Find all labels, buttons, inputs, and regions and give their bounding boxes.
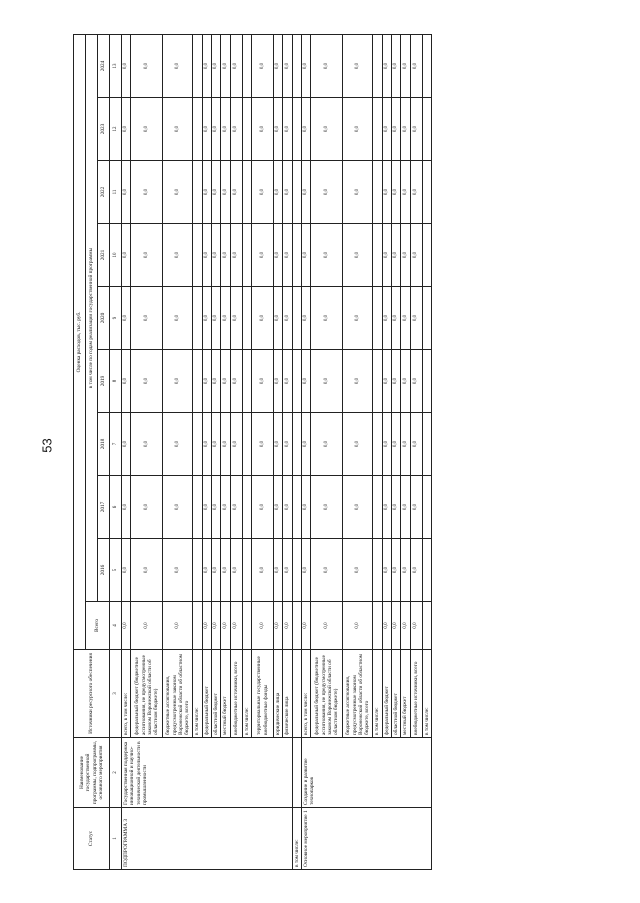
header-status: Статус <box>74 808 110 870</box>
row-source: федеральный бюджет (бюджетные ассигнования, не предусмотренные законом Воронежской области об областном бюджете) <box>131 650 163 738</box>
value-cell: 0,0 <box>202 161 211 224</box>
value-cell: 0,0 <box>343 413 373 476</box>
value-cell: 0,0 <box>202 224 211 287</box>
value-cell: 0,0 <box>410 287 422 350</box>
value-cell: 0,0 <box>221 287 230 350</box>
value-cell: 0,0 <box>202 413 211 476</box>
value-cell: 0,0 <box>401 287 410 350</box>
value-cell: 0,0 <box>230 602 242 650</box>
page-number: 53 <box>39 438 55 453</box>
value-cell: 0,0 <box>302 350 311 413</box>
value-cell: 0,0 <box>252 602 274 650</box>
value-cell: 0,0 <box>252 224 274 287</box>
value-cell: 0,0 <box>252 35 274 98</box>
value-cell: 0,0 <box>382 98 391 161</box>
value-cell: 0,0 <box>230 224 242 287</box>
column-number: 1 <box>110 808 122 870</box>
row-source: всего, в том числе: <box>122 650 131 738</box>
value-cell: 0,0 <box>122 224 131 287</box>
value-cell <box>193 476 202 539</box>
value-cell: 0,0 <box>221 98 230 161</box>
value-cell: 0,0 <box>230 161 242 224</box>
value-cell: 0,0 <box>382 350 391 413</box>
column-number: 12 <box>110 98 122 161</box>
value-cell <box>373 413 382 476</box>
column-number: 10 <box>110 224 122 287</box>
value-cell <box>242 287 251 350</box>
budget-table <box>73 34 432 870</box>
value-cell: 0,0 <box>202 602 211 650</box>
value-cell: 0,0 <box>230 35 242 98</box>
row-source: территориальные государственные внебюджетные фонды <box>252 650 274 738</box>
value-cell <box>193 287 202 350</box>
value-cell: 0,0 <box>131 161 163 224</box>
value-cell: 0,0 <box>302 287 311 350</box>
value-cell: 0,0 <box>274 287 283 350</box>
value-cell: 0,0 <box>131 476 163 539</box>
value-cell: 0,0 <box>212 35 221 98</box>
value-cell: 0,0 <box>401 602 410 650</box>
value-cell: 0,0 <box>410 602 422 650</box>
value-cell: 0,0 <box>212 98 221 161</box>
value-cell <box>242 161 251 224</box>
row-source: в том числе: <box>373 650 382 738</box>
empty-cell <box>292 650 301 738</box>
header-year: 2016 <box>98 539 110 602</box>
value-cell: 0,0 <box>122 476 131 539</box>
value-cell: 0,0 <box>122 161 131 224</box>
value-cell <box>193 224 202 287</box>
header-year: 2022 <box>98 161 110 224</box>
value-cell: 0,0 <box>122 539 131 602</box>
value-cell: 0,0 <box>252 287 274 350</box>
value-cell: 0,0 <box>274 476 283 539</box>
value-cell <box>422 98 431 161</box>
value-cell: 0,0 <box>122 350 131 413</box>
column-number: 6 <box>110 476 122 539</box>
value-cell: 0,0 <box>131 98 163 161</box>
value-cell: 0,0 <box>311 476 343 539</box>
value-cell: 0,0 <box>221 602 230 650</box>
row-source: местный бюджет <box>221 650 230 738</box>
table-row <box>292 35 301 870</box>
value-cell: 0,0 <box>283 350 292 413</box>
header-year: 2018 <box>98 413 110 476</box>
header-year: 2020 <box>98 287 110 350</box>
value-cell: 0,0 <box>283 35 292 98</box>
value-cell: 0,0 <box>302 98 311 161</box>
value-cell: 0,0 <box>302 539 311 602</box>
value-cell: 0,0 <box>274 350 283 413</box>
value-cell: 0,0 <box>212 413 221 476</box>
header-year: 2017 <box>98 476 110 539</box>
value-cell: 0,0 <box>392 287 401 350</box>
value-cell <box>422 35 431 98</box>
value-cell <box>373 539 382 602</box>
value-cell: 0,0 <box>401 539 410 602</box>
value-cell: 0,0 <box>131 224 163 287</box>
value-cell: 0,0 <box>343 476 373 539</box>
value-cell <box>373 161 382 224</box>
value-cell: 0,0 <box>202 35 211 98</box>
value-cell: 0,0 <box>311 539 343 602</box>
value-cell: 0,0 <box>382 476 391 539</box>
row-source: федеральный бюджет <box>202 650 211 738</box>
row-source: в том числе: <box>193 650 202 738</box>
value-cell: 0,0 <box>401 476 410 539</box>
row-source: внебюджетные источники, всего <box>410 650 422 738</box>
value-cell: 0,0 <box>252 539 274 602</box>
value-cell <box>422 602 431 650</box>
table-row <box>122 35 131 870</box>
value-cell: 0,0 <box>392 224 401 287</box>
value-cell: 0,0 <box>274 35 283 98</box>
value-cell: 0,0 <box>401 98 410 161</box>
value-cell: 0,0 <box>221 224 230 287</box>
value-cell: 0,0 <box>252 161 274 224</box>
value-cell <box>422 539 431 602</box>
value-cell: 0,0 <box>302 224 311 287</box>
row-source: всего, в том числе: <box>302 650 311 738</box>
value-cell: 0,0 <box>283 602 292 650</box>
value-cell <box>242 350 251 413</box>
table-row <box>302 35 311 870</box>
value-cell <box>373 287 382 350</box>
row-source: федеральный бюджет (бюджетные ассигнования, не предусмотренные законом Воронежской области об областном бюджете) <box>311 650 343 738</box>
value-cell: 0,0 <box>343 98 373 161</box>
table-body <box>122 35 432 870</box>
value-cell: 0,0 <box>131 413 163 476</box>
value-cell <box>422 350 431 413</box>
value-cell: 0,0 <box>382 35 391 98</box>
value-cell: 0,0 <box>163 161 193 224</box>
value-cell: 0,0 <box>410 224 422 287</box>
row-status: Основное мероприятие 1 <box>302 808 432 870</box>
empty-cell <box>292 602 301 650</box>
value-cell: 0,0 <box>343 287 373 350</box>
value-cell: 0,0 <box>122 287 131 350</box>
value-cell: 0,0 <box>410 413 422 476</box>
value-cell: 0,0 <box>131 287 163 350</box>
value-cell: 0,0 <box>221 161 230 224</box>
value-cell: 0,0 <box>230 287 242 350</box>
row-source: бюджетные ассигнования, предусмотренные законом Воронежской области об областном бюджете, всего <box>163 650 193 738</box>
empty-cell <box>292 413 301 476</box>
empty-cell <box>292 287 301 350</box>
value-cell: 0,0 <box>401 35 410 98</box>
value-cell: 0,0 <box>221 539 230 602</box>
row-source: федеральный бюджет <box>382 650 391 738</box>
value-cell: 0,0 <box>122 98 131 161</box>
column-number: 4 <box>110 602 122 650</box>
value-cell: 0,0 <box>410 539 422 602</box>
value-cell: 0,0 <box>163 224 193 287</box>
row-name: Государственная поддержка инновационной и научно-технической деятельности в промышленности <box>122 738 293 808</box>
value-cell: 0,0 <box>343 602 373 650</box>
value-cell: 0,0 <box>283 161 292 224</box>
value-cell <box>373 98 382 161</box>
value-cell: 0,0 <box>163 35 193 98</box>
row-source: юридические лица <box>274 650 283 738</box>
empty-cell <box>292 161 301 224</box>
value-cell: 0,0 <box>343 539 373 602</box>
value-cell: 0,0 <box>311 224 343 287</box>
value-cell: 0,0 <box>163 539 193 602</box>
column-number: 7 <box>110 413 122 476</box>
in-that-number-label: в том числе: <box>292 808 301 870</box>
value-cell: 0,0 <box>410 35 422 98</box>
value-cell: 0,0 <box>252 476 274 539</box>
value-cell: 0,0 <box>163 98 193 161</box>
value-cell: 0,0 <box>163 350 193 413</box>
row-source: местный бюджет <box>401 650 410 738</box>
value-cell: 0,0 <box>122 413 131 476</box>
header-source: Источники ресурсного обеспечения <box>74 650 110 738</box>
value-cell: 0,0 <box>252 350 274 413</box>
value-cell: 0,0 <box>274 161 283 224</box>
value-cell: 0,0 <box>212 287 221 350</box>
value-cell: 0,0 <box>401 413 410 476</box>
value-cell: 0,0 <box>302 602 311 650</box>
column-number: 8 <box>110 350 122 413</box>
value-cell: 0,0 <box>410 476 422 539</box>
value-cell: 0,0 <box>131 350 163 413</box>
value-cell: 0,0 <box>311 602 343 650</box>
value-cell <box>193 602 202 650</box>
value-cell: 0,0 <box>274 413 283 476</box>
value-cell: 0,0 <box>382 161 391 224</box>
column-number: 5 <box>110 539 122 602</box>
value-cell: 0,0 <box>392 98 401 161</box>
value-cell: 0,0 <box>131 539 163 602</box>
value-cell: 0,0 <box>311 35 343 98</box>
empty-cell <box>292 224 301 287</box>
value-cell: 0,0 <box>343 350 373 413</box>
value-cell: 0,0 <box>311 287 343 350</box>
value-cell: 0,0 <box>274 98 283 161</box>
value-cell <box>422 413 431 476</box>
empty-cell <box>292 35 301 98</box>
value-cell: 0,0 <box>212 350 221 413</box>
column-number: 2 <box>110 738 122 808</box>
value-cell: 0,0 <box>131 35 163 98</box>
value-cell <box>242 413 251 476</box>
value-cell <box>193 161 202 224</box>
table-header <box>74 35 122 870</box>
value-cell: 0,0 <box>311 350 343 413</box>
empty-cell <box>292 476 301 539</box>
header-year: 2023 <box>98 98 110 161</box>
value-cell: 0,0 <box>212 539 221 602</box>
value-cell <box>373 476 382 539</box>
value-cell: 0,0 <box>163 602 193 650</box>
value-cell <box>242 98 251 161</box>
value-cell: 0,0 <box>274 224 283 287</box>
column-number: 13 <box>110 35 122 98</box>
value-cell <box>373 224 382 287</box>
header-year: 2021 <box>98 224 110 287</box>
value-cell: 0,0 <box>274 602 283 650</box>
header-total: Всего <box>86 602 110 650</box>
value-cell: 0,0 <box>252 413 274 476</box>
value-cell: 0,0 <box>131 602 163 650</box>
value-cell: 0,0 <box>202 350 211 413</box>
value-cell <box>193 35 202 98</box>
value-cell <box>422 224 431 287</box>
value-cell: 0,0 <box>410 161 422 224</box>
value-cell: 0,0 <box>202 287 211 350</box>
value-cell: 0,0 <box>302 476 311 539</box>
header-year: 2019 <box>98 350 110 413</box>
value-cell: 0,0 <box>392 413 401 476</box>
value-cell: 0,0 <box>283 287 292 350</box>
value-cell: 0,0 <box>392 161 401 224</box>
value-cell: 0,0 <box>221 35 230 98</box>
header-estimate: Оценка расходов, тыс. руб. <box>74 35 86 650</box>
value-cell: 0,0 <box>392 476 401 539</box>
value-cell: 0,0 <box>392 350 401 413</box>
header-in-years: в том числе по годам реализации государственной программы <box>86 35 98 602</box>
value-cell: 0,0 <box>343 224 373 287</box>
empty-cell <box>292 738 301 808</box>
value-cell: 0,0 <box>392 539 401 602</box>
value-cell: 0,0 <box>212 161 221 224</box>
value-cell: 0,0 <box>212 224 221 287</box>
value-cell: 0,0 <box>283 413 292 476</box>
value-cell: 0,0 <box>283 476 292 539</box>
value-cell: 0,0 <box>302 413 311 476</box>
value-cell: 0,0 <box>230 350 242 413</box>
value-cell <box>422 287 431 350</box>
value-cell: 0,0 <box>230 476 242 539</box>
row-source: в том числе: <box>422 650 431 738</box>
value-cell: 0,0 <box>382 413 391 476</box>
value-cell: 0,0 <box>230 539 242 602</box>
value-cell: 0,0 <box>274 539 283 602</box>
value-cell <box>373 350 382 413</box>
empty-cell <box>292 539 301 602</box>
value-cell: 0,0 <box>302 35 311 98</box>
value-cell: 0,0 <box>230 98 242 161</box>
column-number: 9 <box>110 287 122 350</box>
value-cell <box>422 476 431 539</box>
value-cell: 0,0 <box>302 161 311 224</box>
value-cell: 0,0 <box>283 539 292 602</box>
value-cell: 0,0 <box>311 413 343 476</box>
value-cell: 0,0 <box>343 161 373 224</box>
value-cell: 0,0 <box>122 35 131 98</box>
header-year: 2024 <box>98 35 110 98</box>
value-cell: 0,0 <box>221 476 230 539</box>
value-cell <box>242 224 251 287</box>
value-cell <box>193 98 202 161</box>
value-cell: 0,0 <box>230 413 242 476</box>
row-source: в том числе: <box>242 650 251 738</box>
value-cell: 0,0 <box>163 413 193 476</box>
value-cell: 0,0 <box>392 602 401 650</box>
value-cell: 0,0 <box>163 476 193 539</box>
value-cell: 0,0 <box>202 98 211 161</box>
value-cell <box>422 161 431 224</box>
value-cell <box>242 602 251 650</box>
empty-cell <box>292 350 301 413</box>
value-cell: 0,0 <box>221 350 230 413</box>
value-cell: 0,0 <box>401 350 410 413</box>
value-cell: 0,0 <box>410 98 422 161</box>
value-cell: 0,0 <box>410 350 422 413</box>
value-cell: 0,0 <box>382 287 391 350</box>
row-source: физические лица <box>283 650 292 738</box>
value-cell: 0,0 <box>343 35 373 98</box>
value-cell: 0,0 <box>212 602 221 650</box>
row-source: областной бюджет <box>212 650 221 738</box>
value-cell <box>193 539 202 602</box>
value-cell: 0,0 <box>311 98 343 161</box>
value-cell <box>242 476 251 539</box>
value-cell <box>242 35 251 98</box>
value-cell <box>193 350 202 413</box>
value-cell <box>373 602 382 650</box>
column-number: 3 <box>110 650 122 738</box>
row-status: ПОДПРОГРАММА 3 <box>122 808 293 870</box>
empty-cell <box>292 98 301 161</box>
value-cell <box>242 539 251 602</box>
row-name: Создание и развитие технопарков <box>302 738 432 808</box>
value-cell: 0,0 <box>212 476 221 539</box>
value-cell: 0,0 <box>311 161 343 224</box>
row-source: бюджетные ассигнования, предусмотренные законом Воронежской области об областном бюджете, всего <box>343 650 373 738</box>
value-cell: 0,0 <box>202 539 211 602</box>
value-cell: 0,0 <box>401 161 410 224</box>
value-cell: 0,0 <box>382 602 391 650</box>
header-name: Наименование государственной программы, подпрограммы, основного мероприятия <box>74 738 110 808</box>
value-cell: 0,0 <box>382 224 391 287</box>
value-cell <box>373 35 382 98</box>
value-cell: 0,0 <box>221 413 230 476</box>
value-cell <box>193 413 202 476</box>
value-cell: 0,0 <box>283 98 292 161</box>
value-cell: 0,0 <box>122 602 131 650</box>
rotated-table-container <box>73 35 598 870</box>
value-cell: 0,0 <box>392 35 401 98</box>
value-cell: 0,0 <box>401 224 410 287</box>
value-cell: 0,0 <box>252 98 274 161</box>
value-cell: 0,0 <box>283 224 292 287</box>
row-source: областной бюджет <box>392 650 401 738</box>
row-source: внебюджетные источники, всего <box>230 650 242 738</box>
column-number: 11 <box>110 161 122 224</box>
value-cell: 0,0 <box>382 539 391 602</box>
value-cell: 0,0 <box>202 476 211 539</box>
value-cell: 0,0 <box>163 287 193 350</box>
